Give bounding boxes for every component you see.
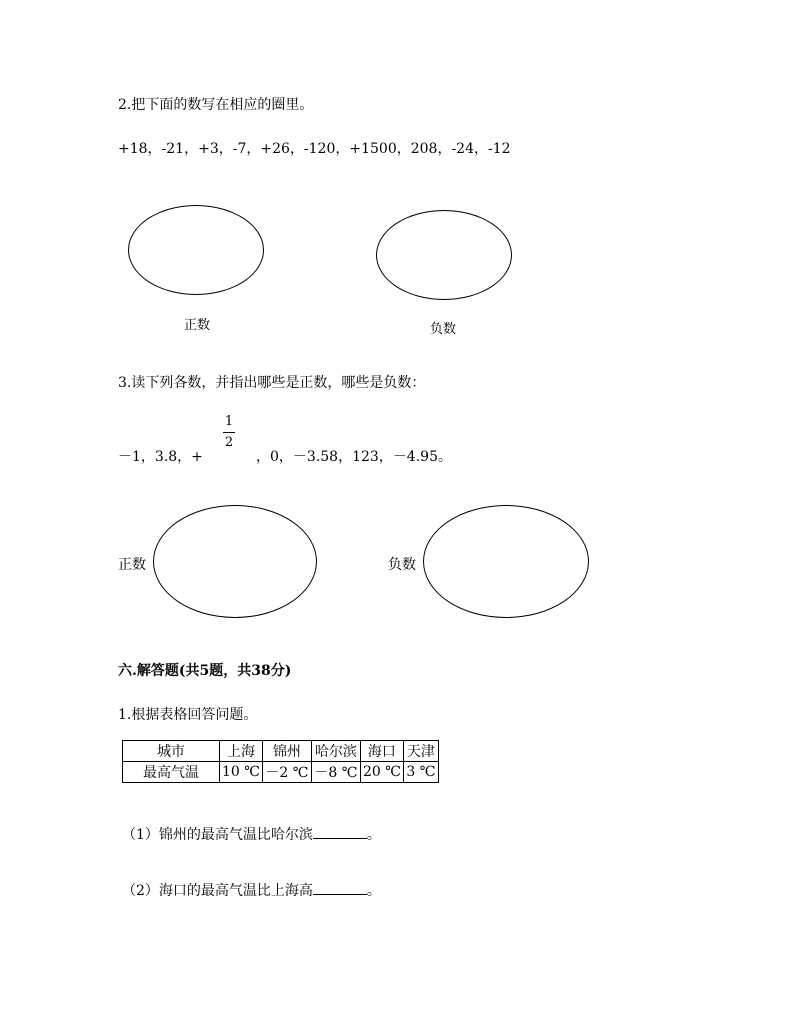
table-cell: 10 ℃	[220, 762, 263, 783]
table-header-cell: 哈尔滨	[311, 741, 360, 762]
q2-numbers: +18，-21，+3，-7，+26，-120，+1500，208，-24，-12	[118, 141, 511, 157]
table-cell: 最高气温	[123, 762, 220, 783]
table-header-cell: 上海	[220, 741, 263, 762]
section-heading: 六.解答题(共5题，共38分)	[118, 663, 292, 679]
q2-positive-label: 正数	[184, 318, 211, 333]
q3-numbers-before: －1，3.8，+	[118, 449, 203, 465]
positive-circle-q3	[153, 505, 317, 618]
table-header-cell: 城市	[123, 741, 220, 762]
sub-question-2-text: （2）海口的最高气温比上海高	[122, 883, 313, 899]
q3-positive-label: 正数	[118, 557, 146, 573]
positive-circle-q2	[128, 205, 264, 295]
q1-title: 1.根据表格回答问题。	[118, 707, 258, 723]
end-mark: 。	[366, 883, 381, 899]
table-cell: 20 ℃	[360, 762, 403, 783]
temperature-table	[122, 740, 439, 783]
sub-question-1	[122, 824, 381, 844]
table-cell: 3 ℃	[403, 762, 438, 783]
q3-fraction	[221, 414, 237, 451]
fraction-denominator: 2	[224, 435, 234, 450]
sub-question-2	[122, 880, 381, 900]
table-header-row	[123, 741, 439, 762]
q2-negative-label: 负数	[430, 322, 457, 337]
q3-numbers-after: ，0，－3.58，123，－4.95。	[256, 449, 452, 465]
end-mark: 。	[366, 827, 381, 843]
negative-circle-q3	[423, 505, 589, 618]
q3-negative-label: 负数	[388, 557, 416, 573]
sub-question-1-text: （1）锦州的最高气温比哈尔滨	[122, 827, 313, 843]
table-row	[123, 762, 439, 783]
table-header-cell: 锦州	[262, 741, 311, 762]
answer-blank-2[interactable]	[313, 882, 367, 895]
table-cell: －2 ℃	[262, 762, 311, 783]
q3-title: 3.读下列各数，并指出哪些是正数，哪些是负数：	[118, 375, 426, 391]
q2-title: 2.把下面的数写在相应的圈里。	[118, 97, 314, 113]
table-header-cell: 天津	[403, 741, 438, 762]
fraction-numerator: 1	[224, 414, 234, 429]
table-cell: －8 ℃	[311, 762, 360, 783]
table-header-cell: 海口	[360, 741, 403, 762]
negative-circle-q2	[376, 210, 512, 300]
answer-blank-1[interactable]	[313, 826, 367, 839]
fraction-bar	[223, 432, 235, 433]
